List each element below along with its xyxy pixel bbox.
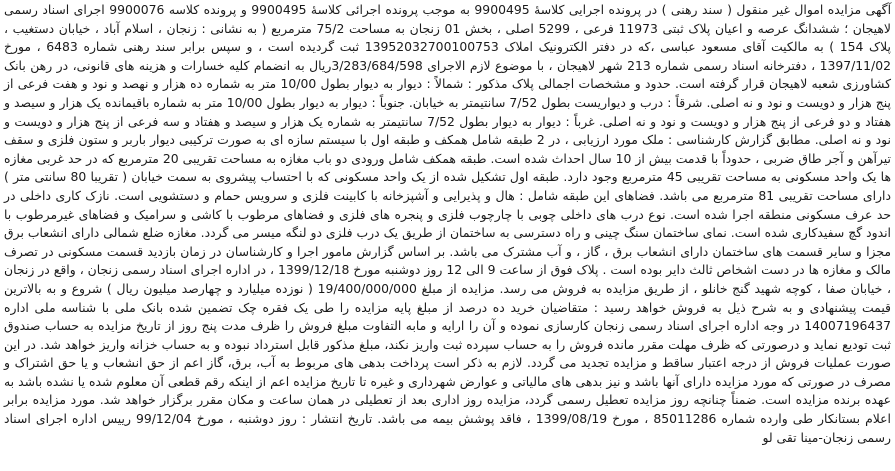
notice-body-text: آگهی مزایده اموال غیر منقول ( سند رهنی ) در پرونده اجرایی کلاسهٔ 9900495 به موجب پرونده اجرائی کلاسهٔ 9900495 و پرونده کلاسه 9900076 اجرای اسناد رسمی لاهیجان ؛ ششدانگ عرصه و اعیان پلاک ثبتی 11973 فرعی ، 5299 اصلی ، بخش 01 زنجان به مساحت 75/2 مترمربع ( به نشانی : زنجان ، اسلام آباد ، خیابان دستغیب ، پلاک 154 ) به مالکیت آقای مسعود عباسی ،که در دفتر الکترونیک املاک 13952032700100753 ثبت گردیده است ، و سپس برابر سند رهنی شماره 6483 ، مورخ 1397/11/02 ، دفترخانه اسناد رسمی شماره 213 شهر لاهیجان ، با موضوع لازم الاجرای 3/283/684/598ریال به انضمام کلیه خسارات و هزینه های قانونی، در رهن بانک کشاورزی شعبه لاهیجان قرار گرفته است. حدود و مشخصات اجمالی پلاک مذکور : شمالاً : دیوار به دیوار بطول 10/00 متر به شماره ده هزار و نهصد و نود و هفت فرعی از پنج هزار و دویست و نود و نه اصلی. شرقاً : درب و دیواریست بطول 7/52 سانتیمتر به خیابان. جنوباً : دیوار به دیوار بطول 10/00 متر به شماره باقیمانده یک هزار و سیصد و هفتاد و دو فرعی از پنج هزار و دویست و نود و نه اصلی. غرباً : دیوار به دیوار بطول 7/52 سانتیمتر به شماره یک هزار و سیصد و هفتاد و سه فرعی از پنج هزار و دویست و نود و نه اصلی. مطابق گزارش کارشناسی : ملک مورد ارزیابی ، در 2 طبقه شامل همکف و طبقه اول با سیستم سازه ای به صورت ترکیبی دیوار باربر و ستون فلزی و سقف تیرآهن و آجر طاق ضربی ، حدوداً با قدمت بیش از 10 سال احداث شده است. طبقه همکف شامل ورودی دو باب مغازه به مساحت تقریبی 20 مترمربع که در حد غربی مغازه ها یک واحد مسکونی به مساحت تقریبی 45 مترمربع وجود دارد. طبقه اول تشکیل شده از یک واحد مسکونی که با احتساب پیشروی به سمت خیابان ( تقریبا 80 سانتی متر ) دارای مساحت تقریبی 81 مترمربع می باشد. فضاهای این طبقه شامل : هال و پذیرایی و آشپزخانه با کابینت فلزی و سرویس حمام و دستشویی است. نازک کاری داخلی در حد عرف مسکونی منطقه اجرا شده است. نوع درب های داخلی چوبی با چارچوب فلزی و پنجره های فلزی و فضاهای مرطوب با کاشی و سرامیک و فضاهای غیرمرطوب با اندود گچ سفیدکاری شده است. نمای ساختمان سنگ چینی و راه دسترسی به ساختمان از طریق یک درب فلزی دو لنگه میسر می گردد. مغازه ضلع شمالی دارای انشعاب برق مجزا و سایر قسمت های ساختمان دارای انشعاب برق ، گاز ، و آب مشترک می باشد. بر اساس گزارش مامور اجرا و کارشناسان در زمان بازدید قسمت مسکونی در تصرف مالک و مغازه ها در دست اشخاص ثالث دایر بوده است . پلاک فوق از ساعت 9 الی 12 روز دوشنبه مورخ 1399/12/18 ، در اداره اجرای اسناد رسمی زنجان ، واقع در زنجان ، خیابان صفا ، کوچه شهید گنج خانلو ، از طریق مزایده به فروش می رسد. مزایده از مبلغ 19/400/000/000 ( نوزده میلیارد و چهارصد میلیون ریال ) شروع و به بالاترین قیمت پیشنهادی و به شرح ذیل به فروش خواهد رسید : متقاضیان خرید ده درصد از مبلغ پایه مزایده را طی یک فقره چک تضمین شده بانک ملی با شناسه ملی اداره 14007196437 در وجه اداره اجرای اسناد رسمی زنجان کارسازی نموده و آن را ارایه و مابه التفاوت مبلغ فروش را ظرف مدت پنج روز از تاریخ مزایده به حساب صندوق ثبت تودیع نماید و درصورتی که ظرف مهلت مقرر مانده فروش را به حساب سپرده ثبت واریز نکند، مبلغ مذکور قابل استرداد نبوده و به حساب خزانه واریز خواهد شد. در این صورت عملیات فروش از درجه اعتبار ساقط و مزایده تجدید می گردد. لازم به ذکر است پرداخت بدهی های مربوط به آب، برق، گاز اعم از حق انشعاب و یا حق اشتراک و مصرف در صورتی که مورد مزایده دارای آنها باشد و نیز بدهی های مالیاتی و عوارض شهرداری و غیره تا تاریخ مزایده اعم از اینکه رقم قطعی آن معلوم شده یا نشده باشد به عهده برنده مزایده است. ضمناً چنانچه روز مزایده تعطیل رسمی گردد، مزایده روز اداری بعد از تعطیلی در همان ساعت و مکان مقرر برگزار خواهد شد. مورد مزایده برابر اعلام بستانکار طی وارده شماره 85011286 ، مورخ 1399/08/19 ، فاقد پوشش بیمه می باشد. تاریخ انتشار : روز دوشنبه ، مورخ 99/12/04 رییس اداره اجرای اسناد رسمی زنجان-مینا تقی لو (4, 2, 892, 445)
